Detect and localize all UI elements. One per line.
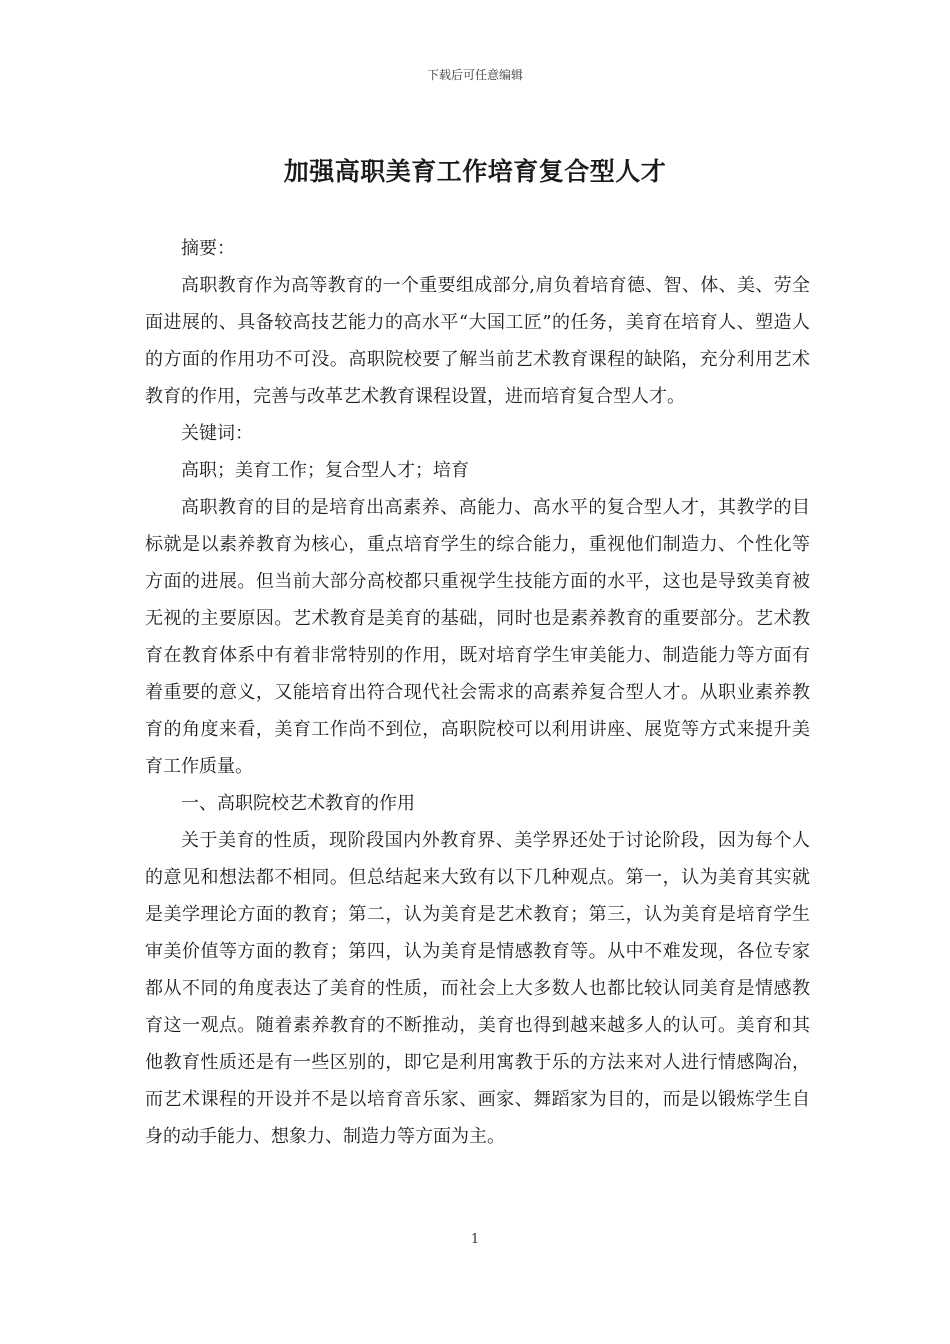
intro-paragraph: 高职教育的目的是培育出高素养、高能力、高水平的复合型人才，其教学的目标就是以素养教育为核心，重点培育学生的综合能力，重视他们制造力、个性化等方面的进展。但当前大部分高校都只重视学生技能方面的水平，这也是导致美育被无视的主要原因。艺术教育是美育的基础，同时也是素养教育的重要部分。艺术教育在教育体系中有着非常特别的作用，既对培育学生审美能力、制造能力等方面有着重要的意义，又能培育出符合现代社会需求的高素养复合型人才。从职业素养教育的角度来看，美育工作尚不到位，高职院校可以利用讲座、展览等方式来提升美育工作质量。 <box>145 497 810 777</box>
section-heading: 一、高职院校艺术教育的作用 <box>181 793 415 814</box>
keywords-list: 高职；美育工作；复合型人才；培育 <box>181 460 469 481</box>
keywords-label: 关键词： <box>181 423 253 444</box>
page-number: 1 <box>470 1232 480 1247</box>
document-body <box>145 230 810 1155</box>
abstract-paragraph: 高职教育作为高等教育的一个重要组成部分,肩负着培育德、智、体、美、劳全面进展的、具备较高技艺能力的高水平“大国工匠”的任务，美育在培育人、塑造人的方面的作用功不可没。高职院校要了解当前艺术教育课程的缺陷，充分利用艺术教育的作用，完善与改革艺术教育课程设置，进而培育复合型人才。 <box>145 275 810 407</box>
page-header-note: 下载后可任意编辑 <box>426 68 523 82</box>
section-paragraph: 关于美育的性质，现阶段国内外教育界、美学界还处于讨论阶段，因为每个人的意见和想法都不相同。但总结起来大致有以下几种观点。第一，认为美育其实就是美学理论方面的教育；第二，认为美育是艺术教育；第三，认为美育是培育学生审美价值等方面的教育；第四，认为美育是情感教育等。从中不难发现，各位专家都从不同的角度表达了美育的性质，而社会上大多数人也都比较认同美育是情感教育这一观点。随着素养教育的不断推动，美育也得到越来越多人的认可。美育和其他教育性质还是有一些区别的，即它是利用寓教于乐的方法来对人进行情感陶冶，而艺术课程的开设并不是以培育音乐家、画家、舞蹈家为目的，而是以锻炼学生自身的动手能力、想象力、制造力等方面为主。 <box>145 830 810 1147</box>
abstract-label: 摘要： <box>181 238 235 259</box>
document-title: 加强高职美育工作培育复合型人才 <box>283 157 667 186</box>
